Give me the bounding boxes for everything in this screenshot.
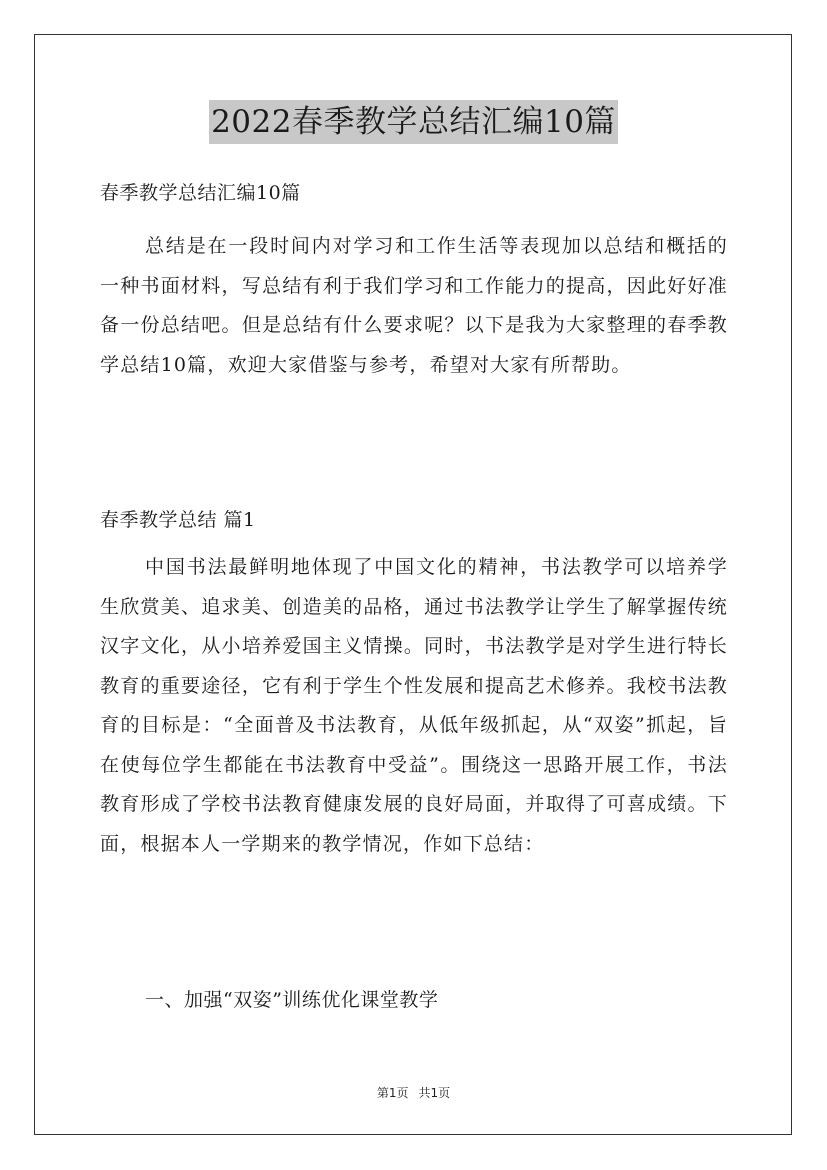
page-footer bbox=[0, 1084, 827, 1101]
section-heading: 春季教学总结 篇1 bbox=[100, 509, 256, 531]
page-number: 第1页 bbox=[376, 1086, 409, 1100]
document-title: 2022春季教学总结汇编10篇 bbox=[209, 100, 618, 144]
sub-heading: 一、加强“双姿”训练优化课堂教学 bbox=[145, 989, 439, 1011]
page-total: 共1页 bbox=[418, 1086, 451, 1100]
document-subtitle: 春季教学总结汇编10篇 bbox=[100, 182, 301, 204]
body-paragraph: 中国书法最鲜明地体现了中国文化的精神，书法教学可以培养学生欣赏美、追求美、创造美的品格，通过书法教学让学生了解掌握传统汉字文化，从小培养爱国主义情操。同时，书法教学是对学生进行特长教育的重要途径，它有利于学生个性发展和提高艺术修养。我校书法教育的目标是：“全面普及书法教育，从低年级抓起，从“双姿”抓起，旨在使每位学生都能在书法教育中受益”。围绕这一思路开展工作，书法教育形成了学校书法教育健康发展的良好局面，并取得了可喜成绩。下面，根据本人一学期来的教学情况，作如下总结： bbox=[100, 556, 728, 855]
document-title-wrapper bbox=[0, 100, 827, 144]
intro-paragraph: 总结是在一段时间内对学习和工作生活等表现加以总结和概括的一种书面材料，写总结有利于我们学习和工作能力的提高，因此好好准备一份总结吧。但是总结有什么要求呢？以下是我为大家整理的春季教学总结10篇，欢迎大家借鉴与参考，希望对大家有所帮助。 bbox=[100, 235, 728, 376]
